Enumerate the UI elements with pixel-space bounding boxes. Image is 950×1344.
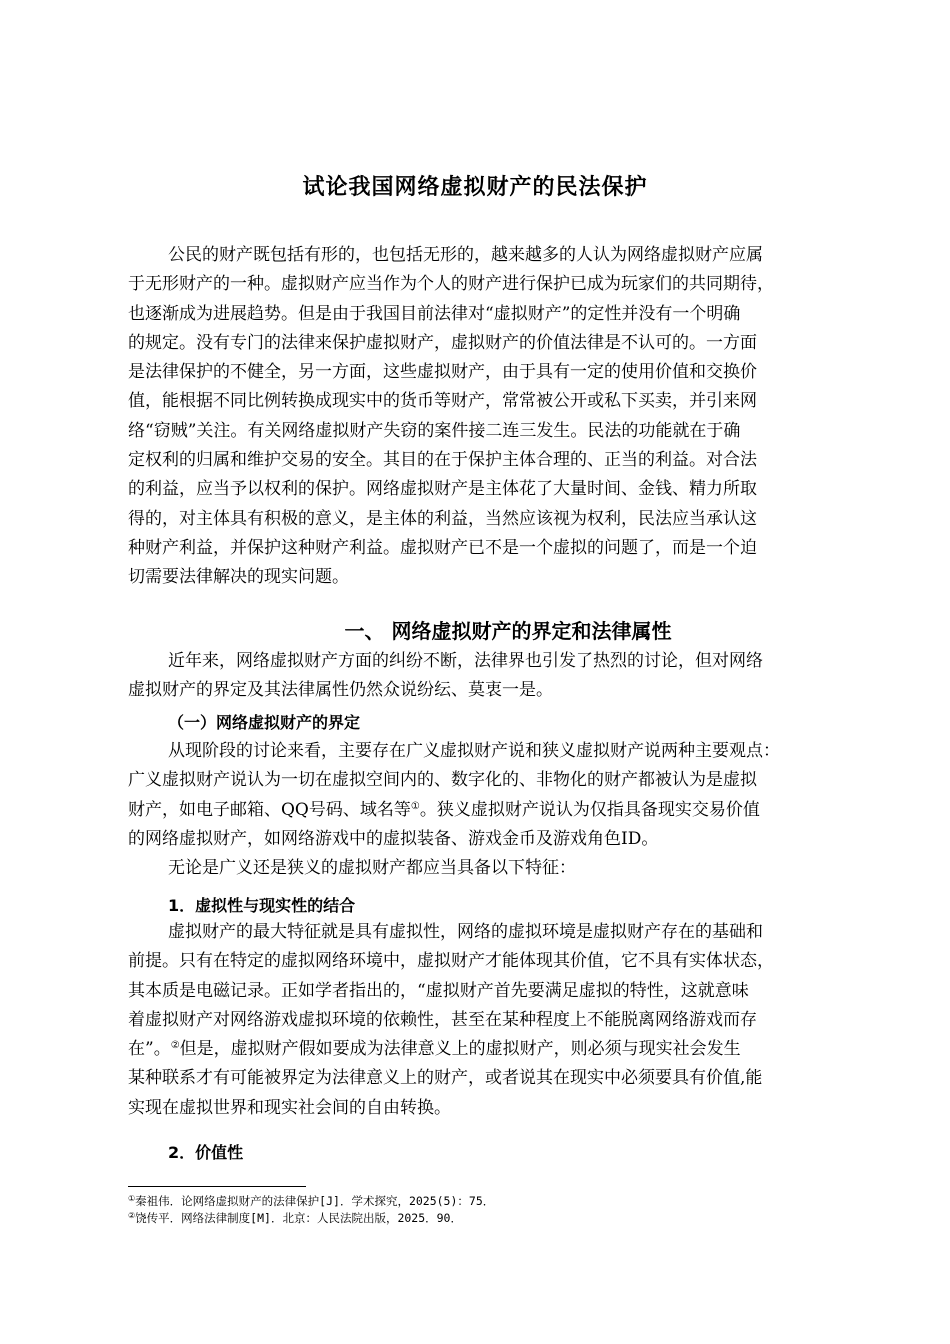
text-line: 切需要法律解决的现实问题。 — [128, 567, 349, 588]
definition-paragraph — [128, 737, 840, 883]
text-line: 定权利的归属和维护交易的安全。其目的在于保护主体合理的、正当的利益。对合法 — [128, 450, 757, 471]
text-line: 值，能根据不同比例转换成现实中的货币等财产，常常被公开或私下买卖，并引来网 — [128, 391, 757, 412]
footnote-ref[interactable]: ② — [170, 1040, 180, 1052]
subsection-heading: （一）网络虚拟财产的界定 — [168, 713, 361, 732]
text-line: 种财产利益，并保护这种财产利益。虚拟财产已不是一个虚拟的问题了，而是一个迫 — [128, 537, 757, 558]
text-line: 公民的财产既包括有形的，也包括无形的，越来越多的人认为网络虚拟财产应属 — [168, 245, 763, 265]
text-line: 虚拟财产的界定及其法律属性仍然众说纷纭、莫衷一是。 — [128, 680, 553, 701]
text-line: 的规定。没有专门的法律来保护虚拟财产，虚拟财产的价值法律是不认可的。一方面 — [128, 332, 757, 353]
text-line — [128, 1035, 840, 1064]
text-line: 是法律保护的不健全，另一方面，这些虚拟财产，由于具有一定的使用价值和交换价 — [128, 362, 757, 383]
footnote-divider — [128, 1186, 306, 1187]
text-line: 得的，对主体具有积极的意义，是主体的利益，当然应该视为权利，民法应当承认这 — [128, 508, 757, 529]
footnote-ref[interactable]: ① — [410, 800, 420, 812]
footnote-marker: ① — [128, 1194, 136, 1203]
text-line: 从现阶段的讨论来看，主要存在广义虚拟财产说和狭义虚拟财产说两种主要观点： — [168, 741, 780, 761]
text-run: 在”。 — [128, 1039, 171, 1060]
intro-paragraph — [128, 241, 840, 593]
text-line: 的网络虚拟财产，如网络游戏中的虚拟装备、游戏金币及游戏角色ID。 — [128, 828, 659, 849]
text-line: 广义虚拟财产说认为一切在虚拟空间内的、数字化的、非物化的财产都被认为是虚拟 — [128, 770, 757, 791]
text-line: 无论是广义还是狭义的虚拟财产都应当具备以下特征： — [168, 858, 576, 879]
text-run: 财产，如电子邮箱、QQ号码、域名等 — [128, 799, 411, 820]
footnote-marker: ② — [128, 1211, 136, 1220]
point-paragraph — [128, 918, 840, 1123]
text-line — [128, 796, 840, 825]
text-line: 虚拟财产的最大特征就是具有虚拟性，网络的虚拟环境是虚拟财产存在的基础和 — [168, 922, 763, 942]
text-run: 。狭义虚拟财产说认为仅指具备现实交易价值 — [419, 799, 760, 820]
text-line: 于无形财产的一种。虚拟财产应当作为个人的财产进行保护已成为玩家们的共同期待， — [128, 274, 774, 295]
footnote — [128, 1210, 462, 1226]
text-line: 络“窃贼”关注。有关网络虚拟财产失窃的案件接二连三发生。民法的功能就在于确 — [128, 420, 741, 441]
footnote — [128, 1193, 494, 1209]
text-line: 实现在虚拟世界和现实社会间的自由转换。 — [128, 1097, 451, 1118]
text-line: 某种联系才有可能被界定为法律意义上的财产，或者说其在现实中必须要具有价值,能 — [128, 1068, 763, 1089]
text-line: 也逐渐成为进展趋势。但是由于我国目前法律对“虚拟财产”的定性并没有一个明确 — [128, 303, 741, 324]
text-run: 但是，虚拟财产假如要成为法律意义上的虚拟财产，则必须与现实社会发生 — [179, 1039, 741, 1060]
text-line: 的利益，应当予以权利的保护。网络虚拟财产是主体花了大量时间、金钱、精力所取 — [128, 479, 757, 500]
point-heading: 1．虚拟性与现实性的结合 — [168, 896, 356, 915]
footnote-text: 饶传平．网络法律制度[M]．北京：人民法院出版，2025．90． — [135, 1211, 462, 1225]
text-line: 其本质是电磁记录。正如学者指出的，“虚拟财产首先要满足虚拟的特性，这就意味 — [128, 980, 749, 1001]
section-heading: 一、 网络虚拟财产的界定和法律属性 — [344, 619, 672, 643]
text-line: 近年来，网络虚拟财产方面的纠纷不断，法律界也引发了热烈的讨论，但对网络 — [168, 651, 763, 671]
document-title: 试论我国网络虚拟财产的民法保护 — [302, 175, 648, 200]
point-heading: 2．价值性 — [168, 1143, 244, 1162]
text-line: 着虚拟财产对网络游戏虚拟环境的依赖性，甚至在某种程度上不能脱离网络游戏而存 — [128, 1009, 757, 1030]
text-line: 前提。只有在特定的虚拟网络环境中，虚拟财产才能体现其价值，它不具有实体状态， — [128, 951, 774, 972]
section-paragraph — [128, 647, 840, 706]
footnote-text: 秦祖伟．论网络虚拟财产的法律保护[J]．学术探究，2025(5)：75． — [135, 1194, 495, 1208]
